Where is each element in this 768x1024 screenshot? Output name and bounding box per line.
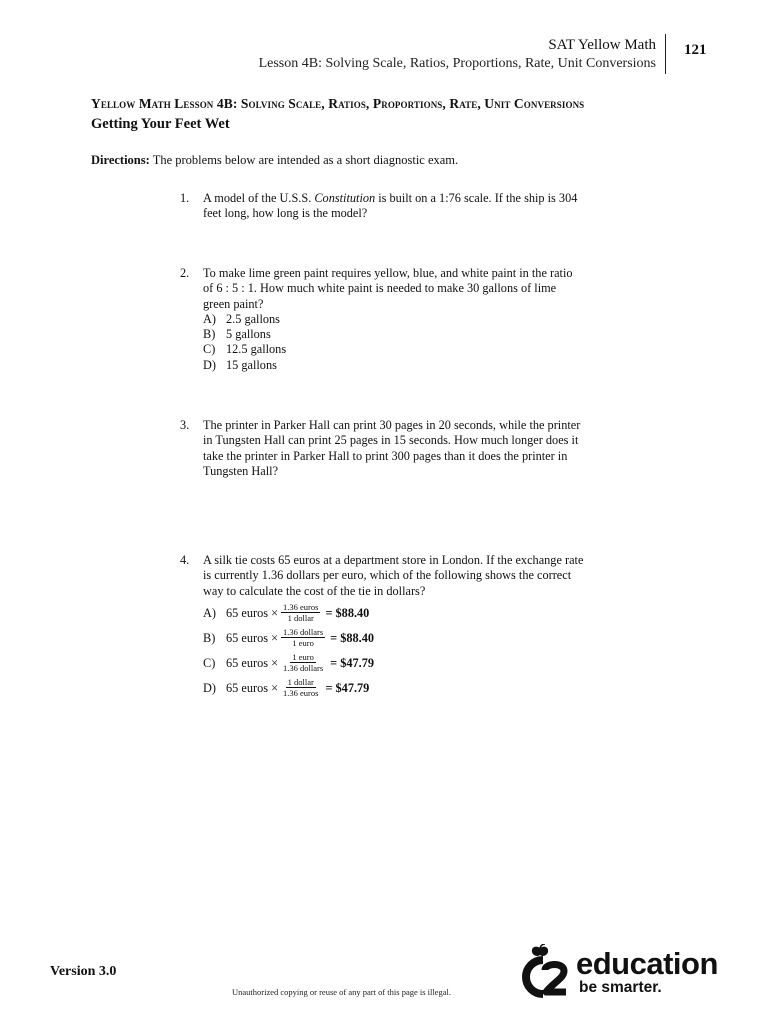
choice-lead: 65 euros × (226, 630, 279, 645)
problem-2 (180, 266, 585, 373)
choice-text: 5 gallons (226, 327, 271, 342)
choice-label: D) (203, 680, 216, 695)
problem-text: A silk tie costs 65 euros at a department store in London. If the exchange rate is currently 1.36 dollars per euro, which of the following shows the correct way to calculate the cost of the tie in dollars? (203, 553, 584, 598)
problem-1 (180, 191, 585, 222)
directions-label: Directions: (91, 153, 150, 167)
fraction-numerator: 1.36 dollars (283, 627, 324, 638)
fraction-denominator: 1.36 dollars (283, 663, 324, 674)
problem-number: 2. (180, 266, 190, 280)
choice-result: = $47.79 (330, 655, 375, 670)
fraction-numerator: 1.36 euros (283, 602, 319, 613)
legal-notice: Unauthorized copying or reuse of any part of this page is illegal. (232, 987, 452, 997)
fraction-numerator: 1 euro (292, 652, 314, 663)
choice-c (203, 342, 585, 357)
problem-number: 3. (180, 418, 190, 432)
choice-c (203, 651, 585, 676)
problem-text (203, 191, 585, 222)
section-title: Getting Your Feet Wet (91, 116, 230, 132)
version-label: Version 3.0 (50, 964, 117, 979)
directions-text: The problems below are intended as a short diagnostic exam. (149, 153, 459, 167)
logo-wordmark: education (576, 946, 718, 981)
choice-text: 2.5 gallons (226, 311, 280, 326)
choice-text: 15 gallons (226, 357, 277, 372)
conversion-fraction (281, 628, 325, 648)
choice-result: = $88.40 (330, 630, 375, 645)
logo-tagline: be smarter. (579, 979, 662, 996)
choice-label: A) (203, 605, 216, 620)
choice-label: A) (203, 311, 216, 326)
fraction-numerator: 1 dollar (287, 677, 314, 688)
choice-result: = $47.79 (325, 680, 370, 695)
page-number: 121 (684, 42, 707, 58)
choice-d (203, 358, 585, 373)
problem-4 (180, 553, 585, 701)
conversion-fraction (281, 653, 325, 673)
ship-name: Constitution (314, 191, 376, 205)
problem-number: 4. (180, 553, 190, 567)
problem-text-part: A model of the U.S.S. (203, 191, 315, 205)
conversion-fraction (281, 678, 320, 698)
choice-b (203, 626, 585, 651)
choice-text: 12.5 gallons (226, 342, 287, 357)
choice-lead: 65 euros × (226, 680, 279, 695)
problem-3 (180, 418, 585, 479)
problem-text: To make lime green paint requires yellow, blue, and white paint in the ratio of 6 : 5 : 1. How much white paint is needed to make 30 gallons of lime green paint? (203, 266, 573, 311)
choice-label: B) (203, 630, 216, 645)
lesson-title: Yellow Math Lesson 4B: Solving Scale, Ratios, Proportions, Rate, Unit Conversions (91, 96, 585, 111)
problem-text-part: is built on a 1:76 scale. If the ship is 304 feet long, how long is the model? (203, 191, 578, 221)
c2-education-logo (512, 944, 737, 1000)
choice-a (203, 312, 585, 327)
choice-label: B) (203, 327, 216, 342)
choice-d (203, 676, 585, 701)
header-subtitle: Lesson 4B: Solving Scale, Ratios, Proportions, Rate, Unit Conversions (258, 56, 656, 71)
choice-label: C) (203, 655, 216, 670)
c2-logo-mark (512, 944, 574, 1000)
problem-text: The printer in Parker Hall can print 30 pages in 20 seconds, while the printer in Tungsten Hall can print 25 pages in 15 seconds. How much longer does it take the printer in Parker Hall to print 300 pages than it does the printer in Tungsten Hall? (203, 418, 581, 478)
choice-b (203, 327, 585, 342)
choice-lead: 65 euros × (226, 605, 279, 620)
fraction-denominator: 1 euro (292, 638, 314, 649)
directions (91, 153, 458, 168)
choice-label: D) (203, 357, 216, 372)
problem-number: 1. (180, 191, 190, 205)
apple-icon (532, 944, 548, 956)
fraction-denominator: 1.36 euros (283, 688, 319, 699)
header-divider (665, 34, 666, 74)
choice-lead: 65 euros × (226, 655, 279, 670)
conversion-fraction (281, 603, 320, 623)
fraction-denominator: 1 dollar (287, 613, 314, 624)
header-title: SAT Yellow Math (548, 37, 656, 53)
choice-a (203, 601, 585, 626)
choice-result: = $88.40 (325, 605, 370, 620)
choice-label: C) (203, 342, 216, 357)
